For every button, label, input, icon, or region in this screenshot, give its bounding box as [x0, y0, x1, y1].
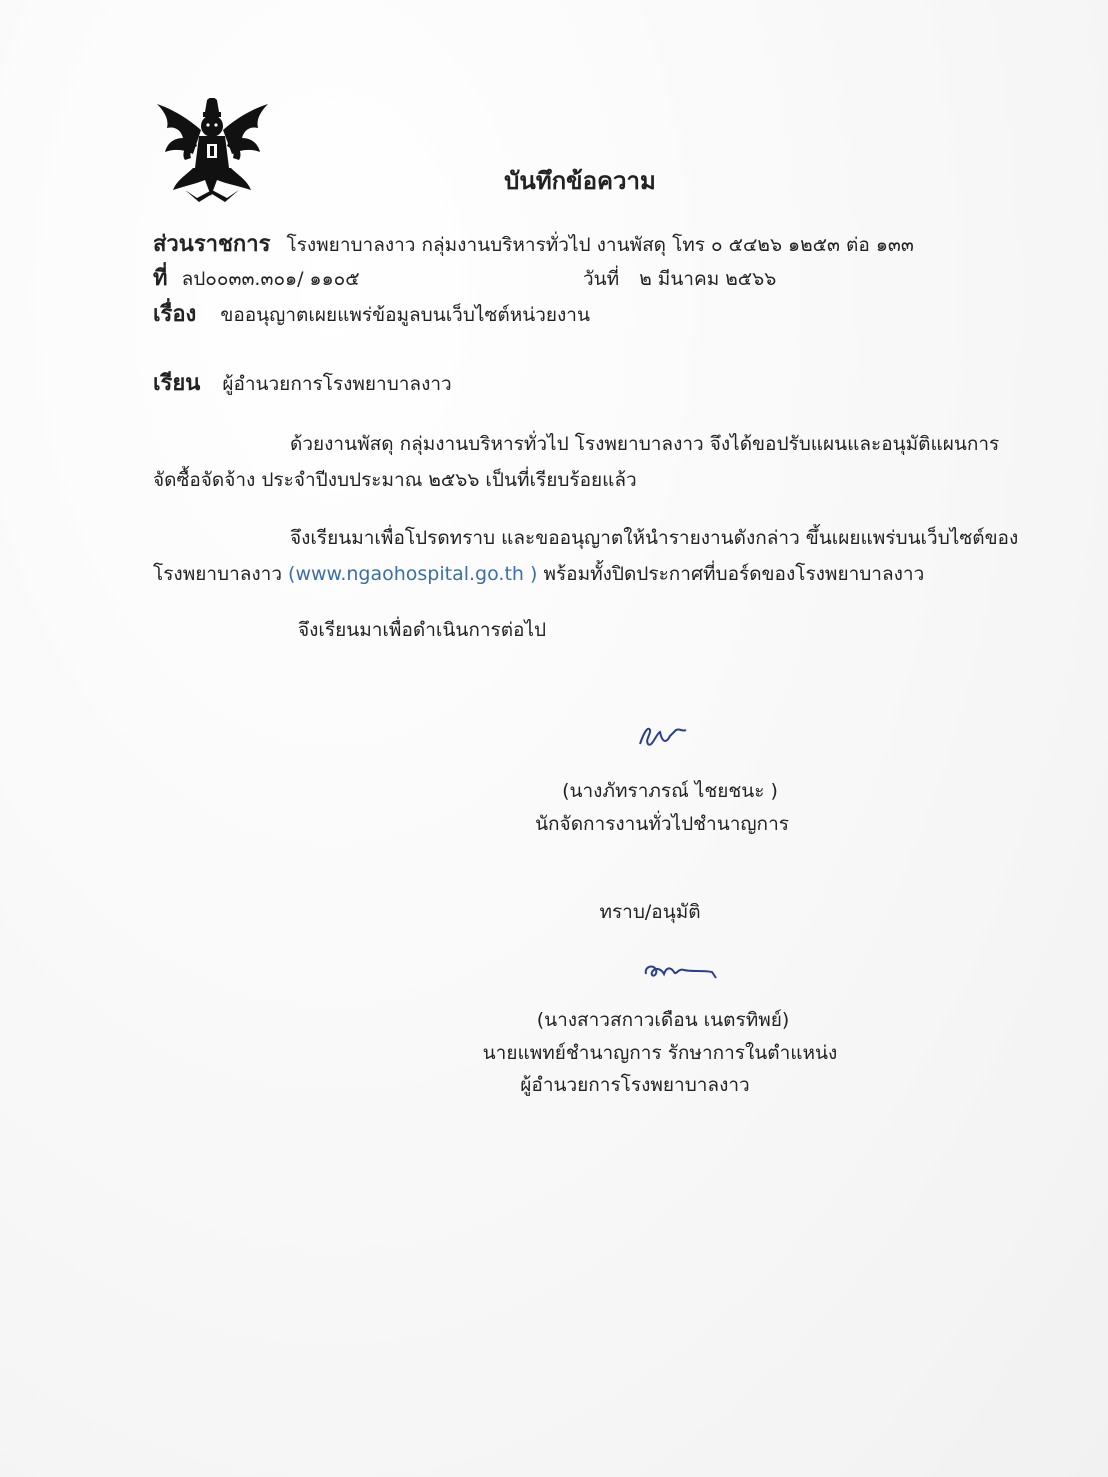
addressee-label: เรียน	[153, 371, 201, 396]
paragraph-2-line-2	[153, 561, 924, 587]
addressee-row	[153, 371, 452, 397]
paragraph-2-text-end: พร้อมทั้งปิดประกาศที่บอร์ดของโรงพยาบาลงาว	[537, 563, 925, 585]
reference-label: ที่	[153, 266, 168, 291]
agency-label: ส่วนราชการ	[153, 232, 271, 257]
signer-2-name: (นางสาวสกาวเดือน เนตรทิพย์)	[536, 1009, 790, 1031]
signature-1	[636, 722, 696, 752]
memo-title: บันทึกข้อความ	[504, 167, 656, 195]
subject-value: ขออนุญาตเผยแพร่ข้อมูลบนเว็บไซต์หน่วยงาน	[220, 304, 590, 326]
date-value: ๒ มีนาคม ๒๕๖๖	[639, 268, 777, 290]
reference-value: ลป๐๐๓๓.๓๐๑/ ๑๑๐๕	[181, 268, 360, 290]
signer-2-position-line-2: ผู้อำนวยการโรงพยาบาลงาว	[520, 1074, 750, 1096]
paragraph-3: จึงเรียนมาเพื่อดำเนินการต่อไป	[298, 619, 547, 641]
signer-2-position-line-1: นายแพทย์ชำนาญการ รักษาการในตำแหน่ง	[482, 1042, 838, 1064]
signer-1-position: นักจัดการงานทั่วไปชำนาญการ	[535, 813, 789, 835]
paragraph-1-line-1: ด้วยงานพัสดุ กลุ่มงานบริหารทั่วไป โรงพยาบาลงาว จึงได้ขอปรับแผนและอนุมัติแผนการ	[290, 433, 1000, 455]
agency-row	[153, 232, 914, 258]
agency-value: โรงพยาบาลงาว กลุ่มงานบริหารทั่วไป งานพัสดุ โทร ๐ ๕๔๒๖ ๑๒๕๓ ต่อ ๑๓๓	[286, 234, 914, 256]
reference-row	[153, 266, 360, 292]
date-row	[583, 266, 776, 292]
approval-text: ทราบ/อนุมัติ	[599, 901, 701, 923]
signature-2	[640, 958, 726, 986]
date-label: วันที่	[583, 268, 620, 290]
paragraph-2-line-1: จึงเรียนมาเพื่อโปรดทราบ และขออนุญาตให้นำรายงานดังกล่าว ขึ้นเผยแพร่บนเว็บไซต์ของ	[290, 527, 1019, 549]
addressee-value: ผู้อำนวยการโรงพยาบาลงาว	[222, 373, 452, 395]
website-link[interactable]: (www.ngaohospital.go.th )	[288, 563, 538, 585]
paragraph-1-line-2: จัดซื้อจัดจ้าง ประจำปีงบประมาณ ๒๕๖๖ เป็นที่เรียบร้อยแล้ว	[153, 469, 637, 491]
subject-row	[153, 302, 590, 328]
signer-1-name: (นางภัทราภรณ์ ไชยชนะ )	[562, 780, 778, 802]
subject-label: เรื่อง	[153, 302, 197, 327]
paragraph-2-text: โรงพยาบาลงาว	[153, 563, 289, 585]
